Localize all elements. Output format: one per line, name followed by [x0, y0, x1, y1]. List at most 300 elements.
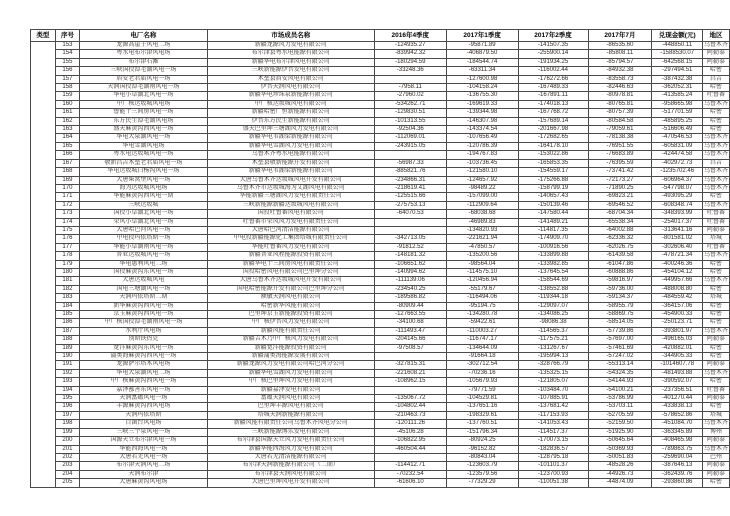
cell-member-name: 新疆华电珍珠泉新能源有限公司 [207, 92, 374, 100]
cell-region: 巴州 [702, 453, 729, 461]
cell-amount: -578652.86 [652, 411, 703, 419]
cell-region: 阿勒泰 [702, 361, 729, 369]
table-row [31, 395, 730, 403]
cell-amount: -496165.03 [652, 336, 703, 344]
cell-region: 阿勒泰 [702, 226, 729, 234]
cell-amount: -1014607.78 [652, 361, 703, 369]
table-row [31, 268, 730, 276]
cell-amount: -408465.98 [652, 437, 703, 445]
table-row [31, 344, 730, 352]
table-row [31, 369, 730, 377]
cell-plant-name: 中电投玛依塔斯一场 [80, 235, 207, 243]
table-row [31, 126, 730, 134]
cell-region: 哈密 [702, 117, 729, 125]
cell-region: 哈密 [702, 193, 729, 201]
cell-plant-name: 大唐若羌风电一场 [80, 453, 207, 461]
cell-2016-q4: -106822.95 [374, 437, 446, 445]
table-row [31, 336, 730, 344]
cell-2017-q1: -80924.25 [446, 437, 518, 445]
cell-2017-q2: -141507.35 [518, 42, 588, 50]
cell-member-name: 中广核巴里坤风力发电有限公司 [207, 378, 374, 386]
cell-2016-q4: -210463.73 [374, 411, 446, 419]
cell-2017-q1: -123603.79 [446, 462, 518, 470]
cell-member-name: 新疆华电雪湖风力发电有限公司 [207, 142, 374, 150]
cell-2017-q1: -98564.04 [446, 260, 518, 268]
table-row [31, 285, 730, 293]
cell-region: 乌鲁木齐 [703, 176, 728, 183]
column-header-4: 2016年4季度 [374, 30, 446, 42]
cell-plant-name: 中广核达坂城风电场 [80, 100, 207, 108]
cell-amount: -363345.89 [652, 428, 703, 436]
cell-2016-q4: -56987.33 [374, 159, 446, 167]
cell-2016-q4: -114412.71 [374, 462, 446, 470]
cell-member-name: 新疆华电苇湖梁新能源有限公司 [207, 134, 374, 142]
cell-plant-name: 华能西海风电一场 [80, 445, 207, 453]
cell-2016-q4: -64070.53 [374, 210, 446, 218]
cell-2016-q4: -180294.59 [374, 58, 446, 66]
cell-region: 阿勒泰 [702, 58, 729, 66]
cell-plant-name: 华能小草湖南风电一场 [80, 243, 207, 251]
table-row [31, 277, 730, 285]
cell-2016-q4: -275753.13 [374, 201, 446, 209]
cell-member-name: 新疆风能有限责任公司 [207, 327, 374, 335]
cell-2017-q2: -141489.21 [518, 218, 588, 226]
cell-member-name: 三峡新能源新疆达坂城风电有限公司 [207, 201, 374, 209]
cell-2017-q2: -170073.15 [518, 437, 588, 445]
column-header-5: 2017年1季度 [446, 30, 518, 42]
cell-member-name: 布尔津天润新能源有限公司（二期） [207, 462, 374, 470]
cell-2017-jul: -57739.86 [588, 327, 652, 335]
cell-2017-q2: -133899.88 [518, 252, 588, 260]
cell-amount: -362439.76 [652, 470, 703, 478]
cell-2017-jul: -76951.55 [588, 142, 652, 150]
cell-region: 哈密 [702, 285, 729, 293]
cell-region: 乌鲁木齐 [703, 184, 728, 191]
cell-2017-jul: -69546.52 [588, 201, 652, 209]
cell-region: 阿勒泰 [702, 437, 729, 445]
table-row [31, 218, 730, 226]
cell-2017-jul: -59816.97 [588, 277, 652, 285]
table-row [31, 319, 730, 327]
cell-member-name: 额敏天润风电有限公司 [207, 294, 374, 302]
cell-amount: -259690.04 [652, 453, 703, 461]
cell-region: 乌鲁木齐 [703, 420, 728, 427]
cell-amount: -1235702.46 [652, 168, 703, 176]
cell-2017-q2: -141053.43 [518, 420, 588, 428]
cell-member-name: 木垒县敬新能源开发有限公司 [207, 159, 374, 167]
cell-member-name: 盛天巴里坤三塘湖风力发电有限公司 [207, 126, 374, 134]
cell-region: 塔城 [702, 294, 729, 302]
cell-member-name: 布尔津县天润风电有限公司 [207, 470, 374, 478]
cell-region: 吐鲁番 [702, 243, 729, 251]
cell-plant-name: 国投麻黄沟东风电一场 [80, 268, 207, 276]
cell-amount: -478721.34 [652, 252, 703, 260]
cell-2016-q4: -189586.82 [374, 294, 446, 302]
cell-2017-jul: -44874.09 [588, 479, 652, 487]
cell-member-name: 大唐乌鲁木齐达坂城风电开发有限公司 [207, 176, 374, 184]
cell-plant-name: 华电大泉湖风电二场 [80, 369, 207, 377]
cell-2017-q2: -103484.70 [518, 386, 588, 394]
cell-amount: -400246.36 [652, 260, 703, 268]
cell-2017-jul: -57247.02 [588, 353, 652, 361]
cell-2017-q1: -120786.39 [446, 142, 518, 150]
cell-region: 乌鲁木齐 [703, 151, 728, 158]
cell-amount: -606964.37 [652, 176, 703, 184]
cell-2017-q2: -116002.44 [518, 67, 588, 75]
cell-2017-q1: -135200.56 [446, 252, 518, 260]
cell-plant-name: 别斯铁热克 [80, 336, 207, 344]
cell-2017-jul: -80757.39 [588, 109, 652, 117]
table-row [31, 252, 730, 260]
cell-member-name: 华能吐鲁番风力发电有限公司 [207, 243, 374, 251]
cell-2016-q4: -34100.68 [374, 319, 446, 327]
cell-plant-name: 龙源高崖子风电二场 [80, 42, 207, 50]
cell-plant-name: 大唐哈巴河风电一场 [80, 226, 207, 234]
cell-2017-q2: -114817.35 [518, 226, 588, 234]
cell-serial: 183 [55, 294, 80, 302]
cell-member-name: 新疆华电苇湖梁新能源有限公司 [207, 168, 374, 176]
cell-plant-name: 粤水电达坂城风电一场 [80, 151, 207, 159]
cell-2016-q4: -148181.32 [374, 252, 446, 260]
cell-amount: -484559.42 [652, 294, 703, 302]
cell-region: 昌吉 [702, 159, 729, 167]
cell-serial: 202 [55, 453, 80, 461]
table-row [31, 176, 730, 184]
cell-2017-q1: -157099.00 [446, 193, 518, 201]
cell-2017-jul: -80978.81 [588, 92, 652, 100]
cell-2017-jul: -54100.21 [588, 386, 652, 394]
cell-member-name: 塔城天润新能源有限公司 [207, 411, 374, 419]
cell-2017-jul: -50369.93 [588, 445, 652, 453]
cell-2017-q2: -117575.21 [518, 336, 588, 344]
cell-plant-name: 华电惠利风电二场 [80, 260, 207, 268]
cell-serial: 165 [55, 142, 80, 150]
cell-member-name: 新疆龙源风力发电有限公司 [207, 42, 374, 50]
cell-plant-name: 东方民生淖毛湖风电场 [80, 117, 207, 125]
cell-2017-q2: -328766.79 [518, 361, 588, 369]
cell-serial: 159 [55, 92, 80, 100]
table-row [31, 327, 730, 335]
cell-plant-name: 华电大泉湖风电一场 [80, 134, 207, 142]
table-row [31, 420, 730, 428]
cell-2017-q1: -55179.67 [446, 285, 518, 293]
cell-region: 博州 [702, 428, 729, 436]
cell-member-name: 中电投新疆能源化工集团塔城有限责任公司 [207, 235, 374, 243]
cell-2017-q1: -134280.78 [446, 311, 518, 319]
cell-serial: 179 [55, 260, 80, 268]
cell-region: 哈密 [702, 302, 729, 310]
table-row [31, 479, 730, 487]
cell-2016-q4: -839942.32 [374, 50, 446, 58]
cell-2017-q1: -114575.10 [446, 268, 518, 276]
table-row [31, 437, 730, 445]
table-row [31, 134, 730, 142]
cell-serial: 189 [55, 344, 80, 352]
cell-2016-q4: -106651.62 [374, 260, 446, 268]
cell-2017-jul: -52159.50 [588, 420, 652, 428]
cell-serial: 153 [55, 42, 80, 50]
cell-region: 乌鲁木齐 [703, 42, 728, 48]
cell-serial: 178 [55, 252, 80, 260]
table-row [31, 142, 730, 150]
cell-2017-jul: -59134.37 [588, 294, 652, 302]
cell-2016-q4: -108962.15 [374, 378, 446, 386]
cell-region: 阿勒泰 [702, 462, 729, 470]
cell-2017-q2: -167768.72 [518, 109, 588, 117]
table-row [31, 92, 730, 100]
cell-member-name: 伊吾东方民生新能源有限公司 [207, 117, 374, 125]
cell-2017-q1: -116747.17 [446, 336, 518, 344]
cell-2017-q1: -137760.51 [446, 420, 518, 428]
cell-plant-name: 荣风小草湖北风电一场 [80, 218, 207, 226]
cell-amount: -449957.66 [652, 277, 703, 285]
cell-plant-name: 敬新昌吉木垒老君庙风电一场 [80, 159, 207, 167]
cell-member-name: 乌鲁木齐市达坂城海为艾湖风电有限公司 [207, 184, 374, 192]
cell-plant-name: 蒲类海麻黄沟西风电一场 [80, 353, 207, 361]
cell-2017-q2: -195994.13 [518, 353, 588, 361]
cell-2016-q4: -97508.57 [374, 344, 446, 352]
cell-region: 哈密 [702, 344, 729, 352]
cell-2017-q1: -194767.83 [446, 151, 518, 159]
cell-plant-name: 天润玛依塔斯二期 [80, 294, 207, 302]
table-header [31, 30, 730, 42]
cell-member-name: 新疆普亚风程能源投资有限公司 [207, 252, 374, 260]
cell-2017-jul: -76395.59 [588, 159, 652, 167]
cell-2017-jul: -64002.88 [588, 226, 652, 234]
cell-plant-name: 丰源麻黄沟西风电场 [80, 403, 207, 411]
cell-amount: -297494.51 [652, 67, 703, 75]
cell-region: 乌鲁木齐 [703, 142, 728, 149]
cell-plant-name: 国源天立布尔津风电一场 [80, 437, 207, 445]
cell-plant-name: 普亚达坂城风电一场 [80, 252, 207, 260]
cell-2017-q1: -79771.59 [446, 386, 518, 394]
cell-2016-q4: -460504.44 [374, 445, 446, 453]
cell-serial: 176 [55, 235, 80, 243]
cell-2016-q4: -104802.44 [374, 403, 446, 411]
cell-plant-name: 大唐达坂城风电 [80, 277, 207, 285]
cell-amount: -424474.58 [652, 151, 703, 159]
cell-2016-q4: -135067.72 [374, 395, 446, 403]
cell-region: 哈密 [702, 403, 729, 411]
cell-member-name: 大唐巴里坤风电开发有限公司 [207, 479, 374, 487]
cell-amount: -493095.29 [652, 193, 703, 201]
cell-amount: -488008.80 [652, 285, 703, 293]
cell-2017-jul: -50645.64 [588, 437, 652, 445]
cell-serial: 205 [55, 479, 80, 487]
cell-region: 乌鲁木齐 [703, 252, 728, 259]
table-row [31, 235, 730, 243]
cell-2017-q2: -137681.42 [518, 403, 588, 411]
cell-2017-q1: -104529.81 [446, 395, 518, 403]
cell-plant-name: 天润富蕴风电一场 [80, 395, 207, 403]
cell-plant-name: 大唐麻黄沟风电场 [80, 479, 207, 487]
cell-member-name: 新疆龙源风力发电有限公司哈巴河分公司 [207, 361, 374, 369]
cell-plant-name: 水利厅风电场 [80, 327, 207, 335]
cell-2017-jul: -73741.42 [588, 168, 652, 176]
cell-amount: -387646.13 [652, 462, 703, 470]
cell-serial: 184 [55, 302, 80, 310]
cell-plant-name: 中广核国投淖毛湖南风电一场 [80, 319, 207, 327]
cell-2017-q2: -100916.56 [518, 243, 588, 251]
cell-region: 乌鲁木齐 [703, 277, 728, 284]
cell-serial: 163 [55, 126, 80, 134]
cell-serial: 185 [55, 311, 80, 319]
cell-2017-q1: -96152.82 [446, 445, 518, 453]
cell-member-name: 巴里坤丰源风电有限公司 [207, 403, 374, 411]
cell-region: 哈密 [702, 319, 729, 327]
cell-2017-q1: -121580.10 [446, 168, 518, 176]
cell-2017-q2: -174018.13 [518, 100, 588, 108]
cell-2017-jul: -86535.60 [588, 42, 652, 50]
cell-2016-q4: -120111.26 [374, 420, 446, 428]
table-row [31, 75, 730, 83]
cell-serial: 191 [55, 361, 80, 369]
table-row [31, 378, 730, 386]
cell-2017-q2: -117153.93 [518, 411, 588, 419]
cell-2017-jul: -54144.93 [588, 378, 652, 386]
table-row [31, 58, 730, 66]
cell-2017-jul: -50051.83 [588, 453, 652, 461]
cell-amount: -605831.09 [652, 142, 703, 150]
table-row [31, 411, 730, 419]
cell-2016-q4: -7958.11 [374, 84, 446, 92]
type-group-cell [31, 42, 56, 488]
table-row [31, 361, 730, 369]
cell-region: 哈密 [702, 479, 729, 487]
cell-serial: 166 [55, 151, 80, 159]
cell-2017-jul: -76683.89 [588, 151, 652, 159]
cell-member-name: 国电哈密能源开发有限公司巴里坤分公司 [207, 285, 374, 293]
cell-plant-name: 三峡达坂城 [80, 201, 207, 209]
cell-2017-q2: -131267.67 [518, 344, 588, 352]
cell-2017-q2: -128795.18 [518, 453, 588, 461]
cell-2017-jul: -59736.00 [588, 285, 652, 293]
cell-region: 阿勒泰 [702, 50, 729, 58]
cell-2017-q1: -127600.98 [446, 75, 518, 83]
cell-serial: 186 [55, 319, 80, 327]
cell-2017-q1: -151796.34 [446, 428, 518, 436]
cell-region: 乌鲁木齐 [703, 327, 728, 334]
cell-member-name: 乌鲁木齐粤水电能源有限公司 [207, 151, 374, 159]
cell-amount: -402972.73 [652, 159, 703, 167]
cell-serial: 177 [55, 243, 80, 251]
cell-2017-q2: -114565.37 [518, 327, 588, 335]
cell-region: 昌吉 [702, 75, 729, 83]
cell-region: 哈密 [702, 260, 729, 268]
cell-2017-q2: -134086.25 [518, 311, 588, 319]
cell-2017-jul: -80584.58 [588, 117, 652, 125]
cell-serial: 180 [55, 268, 80, 276]
cell-amount: -293860.86 [652, 479, 703, 487]
cell-amount: -608348.74 [652, 201, 703, 209]
table-row [31, 201, 730, 209]
cell-2017-jul: -84932.38 [588, 67, 652, 75]
cell-member-name: 国投吐鲁番风电有限公司 [207, 210, 374, 218]
cell-2016-q4: -885821.76 [374, 168, 446, 176]
cell-2016-q4: -234866.31 [374, 176, 446, 184]
cell-plant-name: 龙源萨尔塔木风电场 [80, 361, 207, 369]
table-row [31, 210, 730, 218]
cell-2017-jul: -78138.38 [588, 134, 652, 142]
cell-2017-jul: -72173.27 [588, 176, 652, 184]
cell-2017-q1: -91664.18 [446, 353, 518, 361]
cell-2016-q4: -111139.06 [374, 277, 446, 285]
cell-region: 哈密 [702, 378, 729, 386]
table-row [31, 159, 730, 167]
cell-amount: -413585.24 [652, 92, 703, 100]
cell-2017-q2: -164178.10 [518, 142, 588, 150]
cell-plant-name: 海为达坂城风电场 [80, 184, 207, 192]
cell-serial: 170 [55, 184, 80, 192]
column-header-1: 序号 [55, 30, 80, 42]
cell-region: 哈密 [702, 109, 729, 117]
cell-amount: -237356.51 [652, 386, 703, 394]
table-row [31, 353, 730, 361]
cell-amount: -448850.11 [652, 42, 703, 50]
cell-2016-q4: -112069.01 [374, 134, 446, 142]
cell-amount: -485895.25 [652, 117, 703, 125]
cell-2017-q2: -135325.15 [518, 369, 588, 377]
cell-plant-name: 大唐柴窝堡风电一场 [80, 176, 207, 184]
cell-serial: 161 [55, 109, 80, 117]
cell-serial: 200 [55, 437, 80, 445]
cell-2017-q2: -255900.14 [518, 50, 588, 58]
cell-amount: -433838.13 [652, 403, 703, 411]
cell-member-name: 大唐乌鲁木齐达坂城风电开发有限公司 [207, 277, 374, 285]
cell-2017-q1: -146307.98 [446, 117, 518, 125]
cell-2017-jul: -58955.79 [588, 302, 652, 310]
cell-serial: 198 [55, 420, 80, 428]
cell-2017-q2: -147580.44 [518, 210, 588, 218]
cell-member-name: 哈密新华风能有限公司 [207, 302, 374, 310]
cell-serial: 199 [55, 428, 80, 436]
cell-2016-q4: -33248.36 [374, 67, 446, 75]
cell-2017-q1: -120456.94 [446, 277, 518, 285]
cell-2017-q1: -98489.22 [446, 184, 518, 192]
cell-2017-jul: -83558.73 [588, 75, 652, 83]
cell-serial: 157 [55, 75, 80, 83]
cell-2017-q2: -150139.46 [518, 201, 588, 209]
cell-amount: -254017.37 [652, 218, 703, 226]
cell-2017-q2: -107885.91 [518, 395, 588, 403]
header-row [31, 30, 730, 42]
table-row [31, 109, 730, 117]
column-header-7: 2017年7月 [588, 30, 652, 42]
cell-2017-jul: -80765.81 [588, 100, 652, 108]
cell-2016-q4: -243915.05 [374, 142, 446, 150]
cell-2017-jul: -61439.58 [588, 252, 652, 260]
cell-region: 塔城 [702, 235, 729, 243]
cell-region: 哈密 [702, 268, 729, 276]
cell-2016-q4: -140994.62 [374, 268, 446, 276]
cell-2016-q4: -327815.31 [374, 361, 446, 369]
cell-2017-q1: -95194.75 [446, 302, 518, 310]
cell-amount: -642568.15 [652, 58, 703, 66]
cell-serial: 188 [55, 336, 80, 344]
column-header-2: 电厂名称 [80, 30, 207, 42]
table-row [31, 100, 730, 108]
cell-2017-q1: -169619.33 [446, 100, 518, 108]
cell-plant-name: 中广核麻黄沟西风电一场 [80, 378, 207, 386]
cell-serial: 174 [55, 218, 80, 226]
cell-region: 哈密 [702, 311, 729, 319]
cell-2017-jul: -62336.32 [588, 235, 652, 243]
cell-serial: 175 [55, 226, 80, 234]
cell-region: 哈密 [702, 67, 729, 75]
cell-2016-q4: -125515.66 [374, 193, 446, 201]
table-row [31, 84, 730, 92]
cell-2017-q1: -70236.16 [446, 369, 518, 377]
